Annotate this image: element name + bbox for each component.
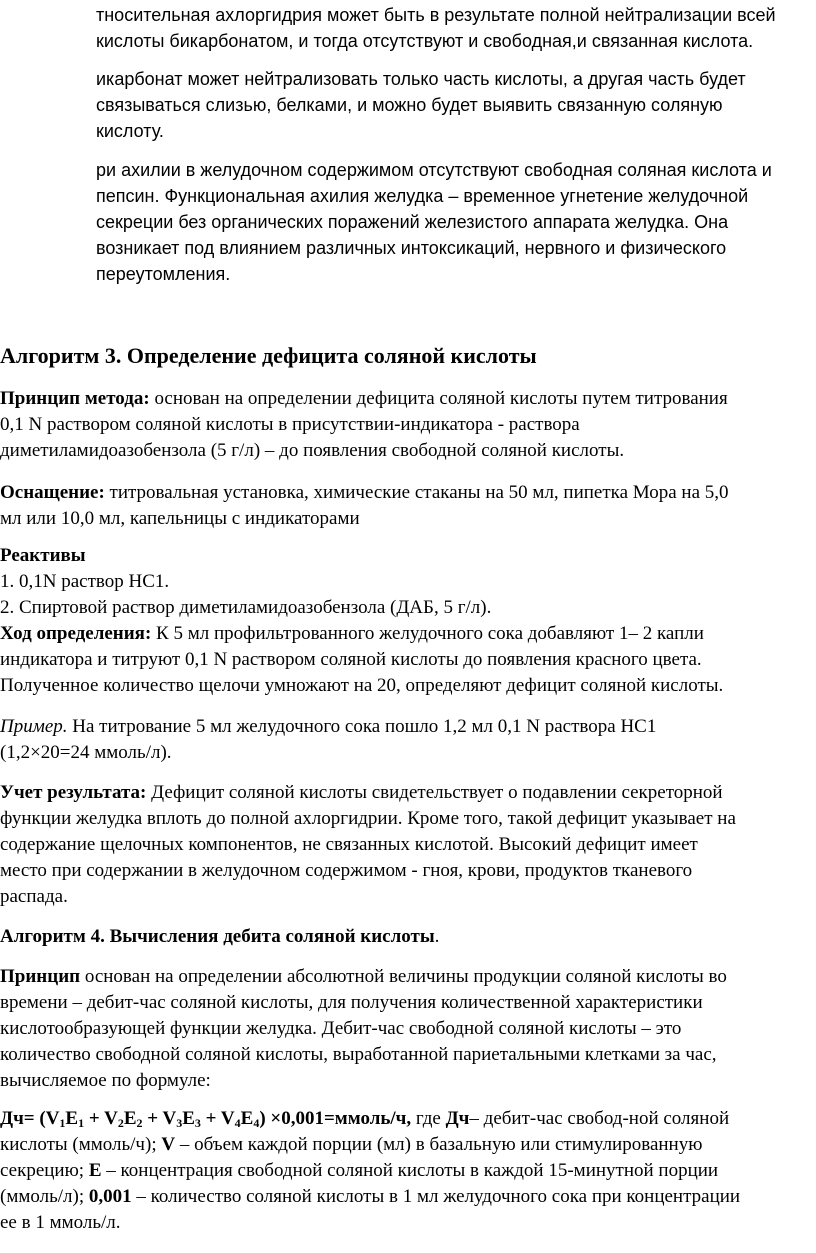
e-symbol: E xyxy=(88,1160,102,1181)
text-line: На титрование 5 мл желудочного сока пошло 1,2 мл 0,1 N раствора НС1 xyxy=(67,716,657,737)
algorithm-4-formula-block xyxy=(0,1106,816,1236)
algorithm-3-reagents xyxy=(0,543,816,699)
paragraph-achylia xyxy=(96,157,816,287)
v-symbol: V xyxy=(161,1134,176,1155)
algorithm-4-heading xyxy=(0,924,816,950)
text-line: содержание щелочных компонентов, не связанных кислотой. Высокий дефицит имеет xyxy=(0,834,698,855)
algorithm-3-principle xyxy=(0,386,816,464)
formula-line: $Дч= (V_1E_1 + V_2E_2 + V_3E_3 + V_4E_4)$ ×0,001=ммоль/ч, где Дч– дебит-час свобод-ной соляной xyxy=(0,1108,730,1130)
text-line: функции желудка вплоть до полной ахлоргидрии. Кроме того, такой дефицит указывает на xyxy=(0,808,736,829)
text-line: связываться слизью, белками, и можно будет выявить связанную соляную xyxy=(96,95,723,115)
example-label: Пример. xyxy=(0,716,68,737)
text-line: индикатора и титруют 0,1 N раствором соляной кислоты до появления красного цвета. xyxy=(0,649,702,670)
algorithm-3-result xyxy=(0,780,816,910)
algorithm-4-principle xyxy=(0,964,816,1094)
algorithm-3-example xyxy=(0,714,816,766)
text-line: кислоты бикарбонатом, и тогда отсутствуют и свободная,и связанная кислота. xyxy=(96,31,754,51)
text-line: основан на определении дефицита соляной кислоты путем титрования xyxy=(149,388,728,409)
text-line: переутомления. xyxy=(96,264,231,284)
text-line: икарбонат может нейтрализовать только часть кислоты, а другая часть будет xyxy=(96,69,746,89)
text-line: Полученное количество щелочи умножают на 20, определяют дефицит соляной кислоты. xyxy=(0,675,724,696)
reagent-item: 1. 0,1N раствор НС1. xyxy=(0,571,170,592)
principle-label: Принцип метода: xyxy=(0,388,150,409)
coefficient-symbol: 0,001 xyxy=(88,1186,132,1207)
reagents-label: Реактивы xyxy=(0,545,86,566)
result-label: Учет результата: xyxy=(0,782,147,803)
algorithm-3-equipment xyxy=(0,480,816,532)
algorithm-4-title: Алгоритм 4. Вычисления дебита соляной кислоты xyxy=(0,926,435,947)
text-line: кислоту. xyxy=(96,121,164,141)
paragraph-bicarbonate xyxy=(96,66,816,144)
text-line: 0,1 N раствором соляной кислоты в присутствии-индикатора - раствора xyxy=(0,414,580,435)
text-line: кислотообразующей функции желудка. Дебит-час свободной соляной кислоты – это xyxy=(0,1018,682,1039)
definition-line: кислоты (ммоль/ч); V – объем каждой порции (мл) в базальную или стимулированную xyxy=(0,1134,703,1155)
text-line: диметиламидоазобензола (5 г/л) – до появления свободной соляной кислоты. xyxy=(0,440,625,461)
text-line: ри ахилии в желудочном содержимом отсутствуют свободная соляная кислота и xyxy=(96,160,772,180)
text-line: К 5 мл профильтрованного желудочного сока добавляют 1– 2 капли xyxy=(151,623,704,644)
text-line: секреции без органических поражений железистого аппарата желудка. Она xyxy=(96,212,729,232)
text-line: распада. xyxy=(0,886,68,907)
text-line: вычисляемое по формуле: xyxy=(0,1070,211,1091)
principle-label: Принцип xyxy=(0,966,81,987)
text-line: (1,2×20=24 ммоль/л). xyxy=(0,742,172,763)
text-line: место при содержании в желудочном содержимом - гноя, крови, продуктов тканевого xyxy=(0,860,693,881)
definition-line: (ммоль/л); 0,001 – количество соляной кислоты в 1 мл желудочного сока при концентрации xyxy=(0,1186,741,1207)
text-line: количество свободной соляной кислоты, выработанной париетальными клетками за час, xyxy=(0,1044,717,1065)
title-period: . xyxy=(434,926,440,947)
algorithm-3-heading: Алгоритм 3. Определение дефицита соляной кислоты xyxy=(0,343,537,368)
text-line: титровальная установка, химические стаканы на 50 мл, пипетка Мора на 5,0 xyxy=(104,482,729,503)
formula: $Дч= (V_1E_1 + V_2E_2 + V_3E_3 + V_4E_4)$ ×0,001=ммоль/ч, xyxy=(0,1108,412,1130)
text-line: тносительная ахлоргидрия может быть в результате полной нейтрализации всей xyxy=(96,5,776,25)
text-line: мл или 10,0 мл, капельницы с индикаторами xyxy=(0,508,360,529)
dch-symbol: Дч xyxy=(445,1108,470,1129)
procedure-label: Ход определения: xyxy=(0,623,152,644)
reagent-item: 2. Спиртовой раствор диметиламидоазобензола (ДАБ, 5 г/л). xyxy=(0,597,492,618)
paragraph-relative-achlorhydria xyxy=(96,2,816,54)
equipment-label: Оснащение: xyxy=(0,482,105,503)
definition-line: секрецию; E – концентрация свободной соляной кислоты в каждой 15-минутной порции xyxy=(0,1160,719,1181)
text-line: пепсин. Функциональная ахилия желудка – временное угнетение желудочной xyxy=(96,186,749,206)
text-line: Дефицит соляной кислоты свидетельствует о подавлении секреторной xyxy=(146,782,723,803)
text-line: основан на определении абсолютной величины продукции соляной кислоты во xyxy=(80,966,727,987)
text-line: возникает под влиянием различных интоксикаций, нервного и физического xyxy=(96,238,727,258)
definition-line: ее в 1 ммоль/л. xyxy=(0,1212,121,1233)
text-line: времени – дебит-час соляной кислоты, для получения количественной характеристики xyxy=(0,992,703,1013)
